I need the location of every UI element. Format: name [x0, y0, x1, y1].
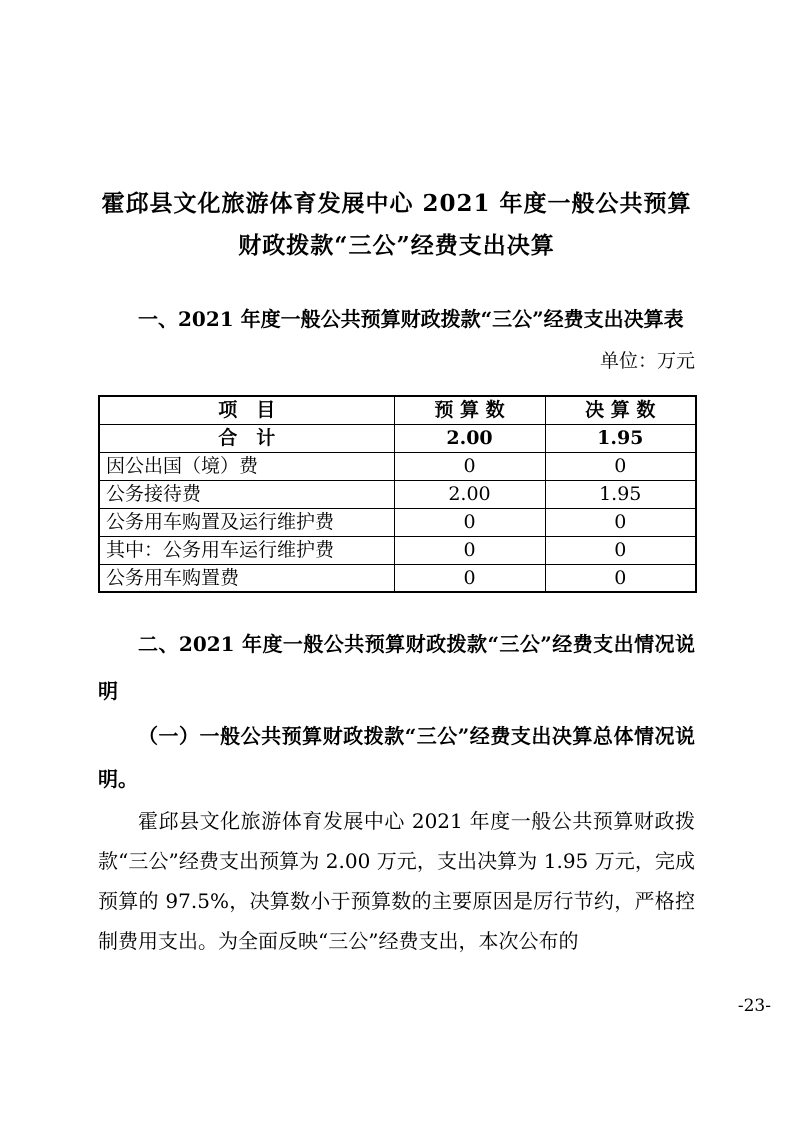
section2-heading: 二、2021 年度一般公共预算财政拨款“三公”经费支出情况说明 — [98, 632, 695, 703]
table-row — [99, 480, 696, 508]
row-budget-value: 2.00 — [394, 424, 545, 452]
table-row — [99, 452, 696, 480]
row-final-value: 0 — [545, 508, 696, 536]
col-header-item: 项 目 — [99, 396, 394, 424]
subsection-heading: （一）一般公共预算财政拨款“三公”经费支出决算总体情况说明。 — [98, 724, 695, 791]
table-header-row — [99, 396, 696, 424]
unit-label: 单位：万元 — [599, 350, 695, 372]
expenditure-table — [98, 395, 697, 593]
row-budget-value: 0 — [394, 564, 545, 592]
row-final-value: 0 — [545, 452, 696, 480]
document-title: 霍邱县文化旅游体育发展中心 2021 年度一般公共预算财政拨款“三公”经费支出决算 — [101, 190, 692, 259]
row-item-label: 其中：公务用车运行维护费 — [99, 536, 394, 564]
row-budget-value: 0 — [394, 452, 545, 480]
row-item-label: 公务用车购置费 — [99, 564, 394, 592]
section1-heading: 一、2021 年度一般公共预算财政拨款“三公”经费支出决算表 — [138, 307, 684, 331]
row-budget-value: 2.00 — [394, 480, 545, 508]
table-row-total — [99, 424, 696, 452]
row-budget-value: 0 — [394, 508, 545, 536]
row-budget-value: 0 — [394, 536, 545, 564]
row-final-value: 1.95 — [545, 480, 696, 508]
body-paragraph: 霍邱县文化旅游体育发展中心 2021 年度一般公共预算财政拨款“三公”经费支出预算为 2.00 万元，支出决算为 1.95 万元，完成预算的 97.5%，决算数小于预算数的主要原因是厉行节约，严格控制费用支出。为全面反映“三公”经费支出，本次公布的 — [98, 809, 695, 953]
col-header-budget: 预 算 数 — [394, 396, 545, 424]
row-item-label: 因公出国（境）费 — [99, 452, 394, 480]
row-final-value: 1.95 — [545, 424, 696, 452]
table-row — [99, 536, 696, 564]
col-header-final: 决 算 数 — [545, 396, 696, 424]
page-number: -23- — [737, 996, 771, 1016]
table-row — [99, 564, 696, 592]
document-content — [98, 0, 695, 961]
row-item-label: 公务接待费 — [99, 480, 394, 508]
row-item-label: 合 计 — [99, 424, 394, 452]
row-item-label: 公务用车购置及运行维护费 — [99, 508, 394, 536]
table-row — [99, 508, 696, 536]
row-final-value: 0 — [545, 536, 696, 564]
row-final-value: 0 — [545, 564, 696, 592]
